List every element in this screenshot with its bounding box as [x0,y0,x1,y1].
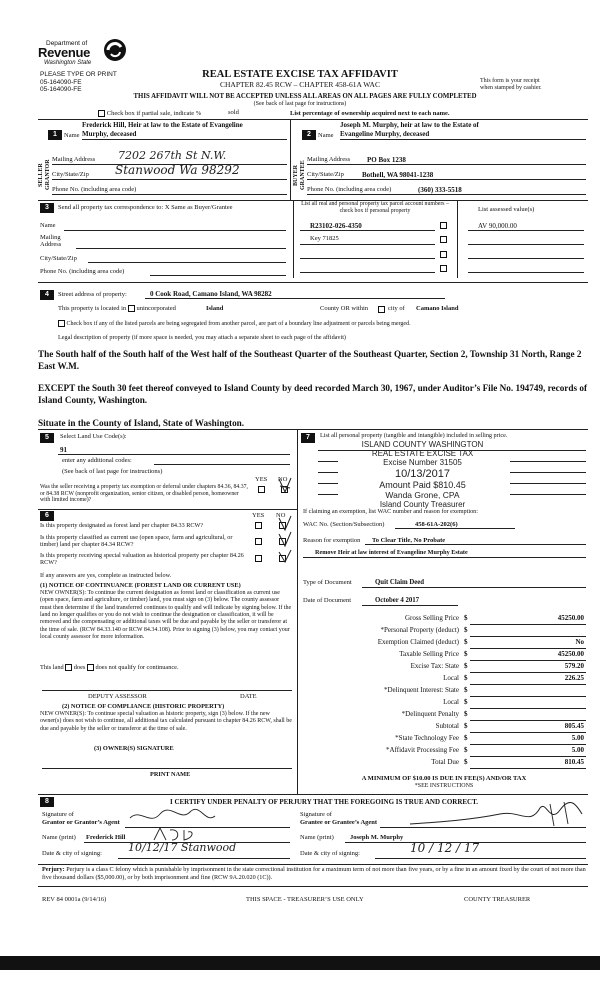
divider [303,557,586,558]
doc-type-value[interactable]: Quit Claim Deed [375,579,425,586]
s3-name-label: Name [40,222,56,229]
minimum-fee-note: A MINIMUM OF $10.00 IS DUE IN FEE(S) AND/OR TAX [361,775,527,782]
parcel-key[interactable]: Key 71825 [310,235,339,242]
buyer-phone-value[interactable]: (360) 333-5518 [418,186,462,194]
buyer-side-label: BUYER GRANTEE [293,160,306,190]
s3-mailing-label-2: Address [40,241,62,248]
divider [318,483,338,484]
divider [38,886,588,887]
s3-mailing-label-1: Mailing [40,234,61,241]
section-7-badge: 7 [301,433,315,443]
fee-row-interest-state [338,686,586,697]
fee-value[interactable]: 5.00 [571,734,584,742]
dollar-sign: $ [464,638,468,646]
divider [395,528,515,529]
divider [318,461,338,462]
grantee-sig-label-2: Grantee or Grantee’s Agent [300,819,378,826]
parcel-number-1[interactable]: R23102-026-4350 [310,222,362,230]
divider [457,200,458,278]
unincorporated-label: unincorporated [136,305,176,312]
exemption-question: Was the seller receiving a property tax exemption or deferral under chapters 84.36, 84.37, or 84.38 RCW (nonprofit organization, senior citizen, or disabled person, homeowner with limited income)? [40,484,248,504]
check-mark-icon [277,476,293,496]
dollar-sign: $ [464,698,468,706]
notice-continuance-title: (1) NOTICE OF CONTINUANCE (FOREST LAND OR CURRENT USE) [40,582,241,589]
fee-value[interactable]: 579.20 [564,662,584,670]
partial-sale-label: Check box if partial sale, indicate % [106,110,202,117]
city-of-label: city of [388,305,405,312]
assessed-header: List assessed value(s) [478,206,535,213]
grantor-sig-label-1: Signature of [42,811,74,818]
notice-continuance-body: NEW OWNER(S): To continue the current designation as forest land or classification as current use (open space, farm and agriculture, or timber) land, you must sign on (3) below. The county assessor must then determine if the land transferred continues to qualify and will indicate by signing below. If the land no longer qualifies or you do not wish to continue the designation or classification, it will be removed and the compensating or additional taxes will be due and payable by the seller or transferor at the time of sale. (RCW 84.33.140 or RCW 84.34.108). Prior to signing (3) below, you may contact your local county assessor for more information. [40,590,292,640]
divider [38,119,588,120]
buyer-city-label: City/State/Zip [307,171,344,178]
seller-mailing-label: Mailing Address [52,156,96,163]
s5-yes-label: YES [255,476,268,483]
divider [293,200,294,278]
s3-phone-label: Phone No. (including area code) [40,268,125,275]
segregated-label: Check box if any of the listed parcels are being segregated from another parcel, are part of a boundary line adjustment or parcels being merged. [66,320,411,327]
grantee-name-value[interactable]: Joseph M. Murphy [350,834,404,841]
fee-row-interest-local [338,698,586,709]
divider [340,139,586,140]
located-row [58,305,588,315]
partial-sale-checkbox[interactable] [98,110,105,117]
dept-top: Department of [46,40,88,47]
does-checkbox[interactable] [65,664,72,671]
divider [510,472,586,473]
divider [42,768,292,769]
fee-value[interactable]: 805.45 [564,722,584,730]
divider [318,494,338,495]
divider [150,275,286,276]
section-6-badge: 6 [40,511,54,521]
parcel-list-header: List all real and personal property tax parcel account numbers – check box if personal property [301,201,449,214]
seller-mailing-value[interactable]: 7202 267th St N.W. [118,149,227,162]
divider [145,298,445,299]
seller-city-label: City/State/Zip [52,171,89,178]
partial-sale-sold: sold [228,109,239,116]
divider [468,244,584,245]
current-use-question: Is this property classified as current use (open space, farm and agricultural, or timber) land per chapter 84.34 RCW? [40,534,233,549]
segregated-checkbox[interactable] [58,320,65,327]
fee-row-gross [338,614,586,625]
doc-type-label: Type of Document [303,579,352,586]
perjury-notice [42,866,588,882]
land-use-label: Select Land Use Code(s): [60,433,127,440]
s6-no-label: NO [276,512,286,519]
grantee-date-value[interactable]: 10 / 12 / 17 [410,841,480,855]
divider [300,272,435,273]
fee-label: Local [443,698,459,706]
divider [468,258,584,259]
fee-label: Exemption Claimed (deduct) [377,638,459,646]
deputy-assessor-label: DEPUTY ASSESSOR [88,693,147,700]
seller-phone-label: Phone No. (including area code) [52,186,137,193]
receipt-note-1: This form is your receipt [480,78,540,84]
fee-label: *Personal Property (deduct) [380,626,459,634]
divider [297,429,298,794]
fee-label: Taxable Selling Price [399,650,459,658]
legal-description-1: The South half of the South half of the West half of the Southeast Quarter of the Southeast Quarter, Section 2, Township 31 North, Range 2 East W.M. [38,349,582,371]
fee-row-processing [338,746,586,757]
legal-description-3: Situate in the County of Island, State of Washington. [38,418,245,428]
stamp-line-excise: Excise Number 31505 [383,458,462,468]
grantor-sig-label-2: Grantor or Grantor’s Agent [42,819,120,826]
land-use-see-back: (See back of last page for instructions) [62,468,163,475]
form-title: REAL ESTATE EXCISE TAX AFFIDAVIT [202,69,398,80]
reason-value-2[interactable]: Remove Heir at law interest of Evangeline Murphy Estate [315,549,468,556]
stamp-line-title: Island County Treasurer [379,500,466,510]
reason-label: Reason for exemption [303,537,361,544]
grantor-name-label: Name (print) [42,834,76,841]
divider [365,544,586,545]
divider [38,794,588,795]
section-3-badge: 3 [40,203,54,213]
land-use-value[interactable]: 91 [60,446,67,454]
treasurer-use-label: THIS SPACE - TREASURER’S USE ONLY [246,896,364,903]
form-instructions: (See back of last page for instructions) [253,101,347,107]
grantor-signature-image[interactable] [120,806,290,828]
divider [290,119,291,200]
divider [307,164,586,165]
forest-land-question: Is this property designated as forest land per chapter 84.33 RCW? [40,522,204,529]
divider [52,194,287,195]
divider [318,472,338,473]
dor-logo [38,40,138,70]
divider [510,494,586,495]
divider [362,587,586,588]
dept-state: Washington State [44,60,92,66]
if-yes-instructions: If any answers are yes, complete as instructed below. [40,572,172,579]
please-type: PLEASE TYPE OR PRINT [40,71,117,78]
deputy-date-label: DATE [240,693,257,700]
q2-yes-checkbox[interactable] [255,538,262,545]
dollar-sign: $ [464,614,468,622]
street-address-value[interactable]: 0 Cook Road, Camano Island, WA 98282 [150,290,272,298]
divider [307,194,586,195]
s3-city-label: City/State/Zip [40,255,77,262]
dollar-sign: $ [464,722,468,730]
seller-name-label: Name [64,132,80,139]
fee-row-technology [338,734,586,745]
stamp-line-date: 10/13/2017 [394,467,451,480]
fee-value[interactable]: 5.00 [571,746,584,754]
stamp-line-name: Wanda Grone, CPA [385,489,460,500]
this-land-row [40,664,290,671]
does-label: does [73,664,86,671]
divider [375,858,586,859]
dollar-sign: $ [464,650,468,658]
dollar-sign: $ [464,758,468,766]
divider [52,179,287,180]
located-label: This property is located in [58,305,127,312]
grantee-signature-image[interactable] [400,800,588,830]
historic-question: Is this property receiving special valuation as historical property per chapter 84.26 RCW? [40,552,244,567]
assessed-value-1[interactable]: AV 90,000.00 [478,222,517,230]
dollar-sign: $ [464,686,468,694]
personal-property-checkbox-4[interactable] [440,265,447,272]
fee-value[interactable]: 810.45 [564,758,584,766]
fee-value[interactable]: 45250.00 [557,614,584,622]
divider [38,509,297,510]
certify-statement: I CERTIFY UNDER PENALTY OF PERJURY THAT THE FOREGOING IS TRUE AND CORRECT. [169,798,478,806]
city-of-value[interactable]: Camano Island [416,305,459,312]
s6-yes-label: YES [252,512,265,519]
fee-value[interactable]: No [575,638,584,646]
section-8-badge: 8 [40,797,54,807]
unincorporated-value[interactable]: Island [206,305,224,312]
see-instructions-note: *SEE INSTRUCTIONS [414,783,474,789]
s5-no-label: NO [278,476,288,483]
divider [510,483,586,484]
s5-yes-checkbox[interactable] [258,486,265,493]
grantor-date-value[interactable]: 10/12/17 Stanwood [128,841,237,854]
exemption-claim-label: If claiming an exemption, list WAC number and reason for exemption: [303,508,478,515]
section-2-badge: 2 [302,130,316,140]
fee-value[interactable]: 45250.00 [557,650,584,658]
county-treasurer-label: COUNTY TREASURER [464,896,531,903]
divider [38,864,588,865]
buyer-name-line1: Joseph M. Murphy, heir at law to the Estate of [340,121,479,129]
unincorporated-checkbox[interactable] [128,305,135,312]
this-land-label: This land [40,664,64,671]
buyer-mailing-value[interactable]: PO Box 1238 [367,156,406,164]
section-5-badge: 5 [40,433,54,443]
additional-codes-label: enter any additional codes: [62,457,132,464]
segregated-row [58,320,588,328]
check-mark-icon [276,512,294,564]
grantee-sig-label-1: Signature of [300,811,332,818]
fee-label: *Delinquent Interest: State [383,686,459,694]
dollar-sign: $ [464,674,468,682]
dept-name: Revenue [38,45,91,60]
doc-date-value[interactable]: October 4 2017 [375,597,420,604]
divider [380,827,586,828]
reason-value[interactable]: To Clear Title, No Probate [372,537,446,544]
grantor-date-label: Date & city of signing: [42,850,102,857]
divider [307,179,586,180]
fee-label: Total Due [431,758,459,766]
perjury-text: Perjury is a class C felony which is punishable by imprisonment in the state correctional institution for a maximum term of not more than five years, or by a fine in an amount fixed by the court of not more than five thousand dollars ($5,000.00), or by both imprisonment and fine (RCW 9A.20.020 (1C)). [42,866,586,881]
seller-name-line1: Frederick Hill, Heir at law to the Estate of Evangeline [82,121,243,129]
divider [154,464,290,465]
fee-label: Excise Tax: State [410,662,459,670]
fee-row-exemption [338,638,586,649]
fee-row-penalty [338,710,586,721]
divider [300,258,435,259]
buyer-phone-label: Phone No. (including area code) [307,186,392,193]
section-4-badge: 4 [40,290,54,300]
legal-description-label: Legal description of property (if more space is needed, you may attach a separate sheet to each page of the affidavit) [58,334,346,341]
ownership-list-label: List percentage of ownership acquired next to each name. [290,110,450,117]
fee-row-taxable [338,650,586,661]
does-not-label: does not qualify for continuance. [95,664,179,671]
stamp-line-county: ISLAND COUNTY WASHINGTON [361,440,484,449]
divider [58,454,290,455]
does-not-checkbox[interactable] [87,664,94,671]
divider [468,272,584,273]
fee-row-personal [338,626,586,637]
fee-row-excise-local [338,674,586,685]
fee-row-excise-state [338,662,586,673]
fee-label: Subtotal [435,722,459,730]
legal-description-2: EXCEPT the South 30 feet thereof conveyed to Island County by deed recorded March 30, 1967, under Auditor’s File No. 194749, records of Island County, Washington. [38,383,588,405]
dollar-sign: $ [464,662,468,670]
dor-swirl-icon [102,38,128,62]
divider [42,690,292,691]
divider [82,139,287,140]
divider [300,230,435,231]
divider [38,429,588,430]
personal-property-checkbox-3[interactable] [440,251,447,258]
divider [318,450,586,451]
street-address-label: Street address of property: [58,291,127,298]
buyer-city-value[interactable]: Bothell, WA 98041-1238 [362,171,434,179]
form-code-2: 05-164090-FE [40,86,82,93]
dollar-sign: $ [464,734,468,742]
doc-date-label: Date of Document [303,597,352,604]
form-subtitle: CHAPTER 82.45 RCW – CHAPTER 458-61A WAC [220,80,380,89]
rev-code: REV 84 0001a (9/14/16) [42,896,107,903]
form-warning: THIS AFFIDAVIT WILL NOT BE ACCEPTED UNLESS ALL AREAS ON ALL PAGES ARE FULLY COMPLETED [133,93,477,100]
buyer-name-label: Name [318,132,334,139]
divider [64,230,286,231]
owner-signature-label: (3) OWNER(S) SIGNATURE [94,745,174,752]
q3-yes-checkbox[interactable] [255,555,262,562]
grantor-name-value[interactable]: Frederick Hill [86,834,126,841]
partial-sale-row [98,109,588,119]
seller-side-label: SELLER GRANTOR [38,159,51,191]
fee-label: *Delinquent Penalty [401,710,459,718]
divider [88,262,286,263]
personal-property-checkbox-2[interactable] [440,236,447,243]
buyer-mailing-label: Mailing Address [307,156,351,163]
buyer-name-line2: Evangeline Murphy, deceased [340,130,430,138]
fee-label: *Affidavit Processing Fee [386,746,459,754]
fee-label: Local [443,674,459,682]
divider [76,248,286,249]
bottom-scan-bar [0,956,600,970]
seller-city-value[interactable]: Stanwood Wa 98292 [115,163,240,177]
grantee-name-label: Name (print) [300,834,334,841]
section-1-badge: 1 [48,130,62,140]
fee-row-subtotal [338,722,586,733]
divider [38,282,588,283]
fee-value[interactable]: 226.25 [564,674,584,682]
fee-label: Gross Selling Price [404,614,459,622]
divider [510,461,586,462]
stamp-line-amount: Amount Paid $810.45 [379,480,466,491]
dollar-sign: $ [464,710,468,718]
send-correspondence-label: Send all property tax correspondence to: X Same as Buyer/Grantee [58,204,233,211]
print-name-label: PRINT NAME [150,771,191,778]
receipt-note-2: when stamped by cashier. [480,85,542,91]
q1-yes-checkbox[interactable] [255,522,262,529]
perjury-label: Perjury: [42,866,65,873]
stamp-line-tax: REAL ESTATE EXCISE TAX [371,449,474,459]
seller-name-line2: Murphy, deceased [82,130,137,138]
personal-property-label: List all personal property (tangible and intangible) included in selling price. [320,432,508,439]
divider [362,605,458,606]
divider [300,244,435,245]
divider [118,858,290,859]
grantee-date-label: Date & city of signing: [300,850,360,857]
notice-compliance-title: (2) NOTICE OF COMPLIANCE (HISTORIC PROPERTY) [62,703,225,710]
city-of-checkbox[interactable] [378,306,385,313]
fee-label: *State Technology Fee [395,734,459,742]
wac-label: WAC No. (Section/Subsection) [303,521,385,528]
personal-property-checkbox-1[interactable] [440,222,447,229]
wac-value[interactable]: 458-61A-202(6) [415,521,458,528]
divider [468,230,584,231]
county-label: County OR within [320,305,369,312]
notice-compliance-body: NEW OWNER(S): To continue special valuation as historic property, sign (3) below. If the new owner(s) does not wish to continue, all additional tax calculated pursuant to chapter 84.26 RCW, shall be due and payable by the seller or transferor at the time of sale. [40,711,292,732]
form-code-1: 05-164090-FE [40,79,82,86]
dollar-sign: $ [464,746,468,754]
dollar-sign: $ [464,626,468,634]
fee-row-total [338,758,586,769]
